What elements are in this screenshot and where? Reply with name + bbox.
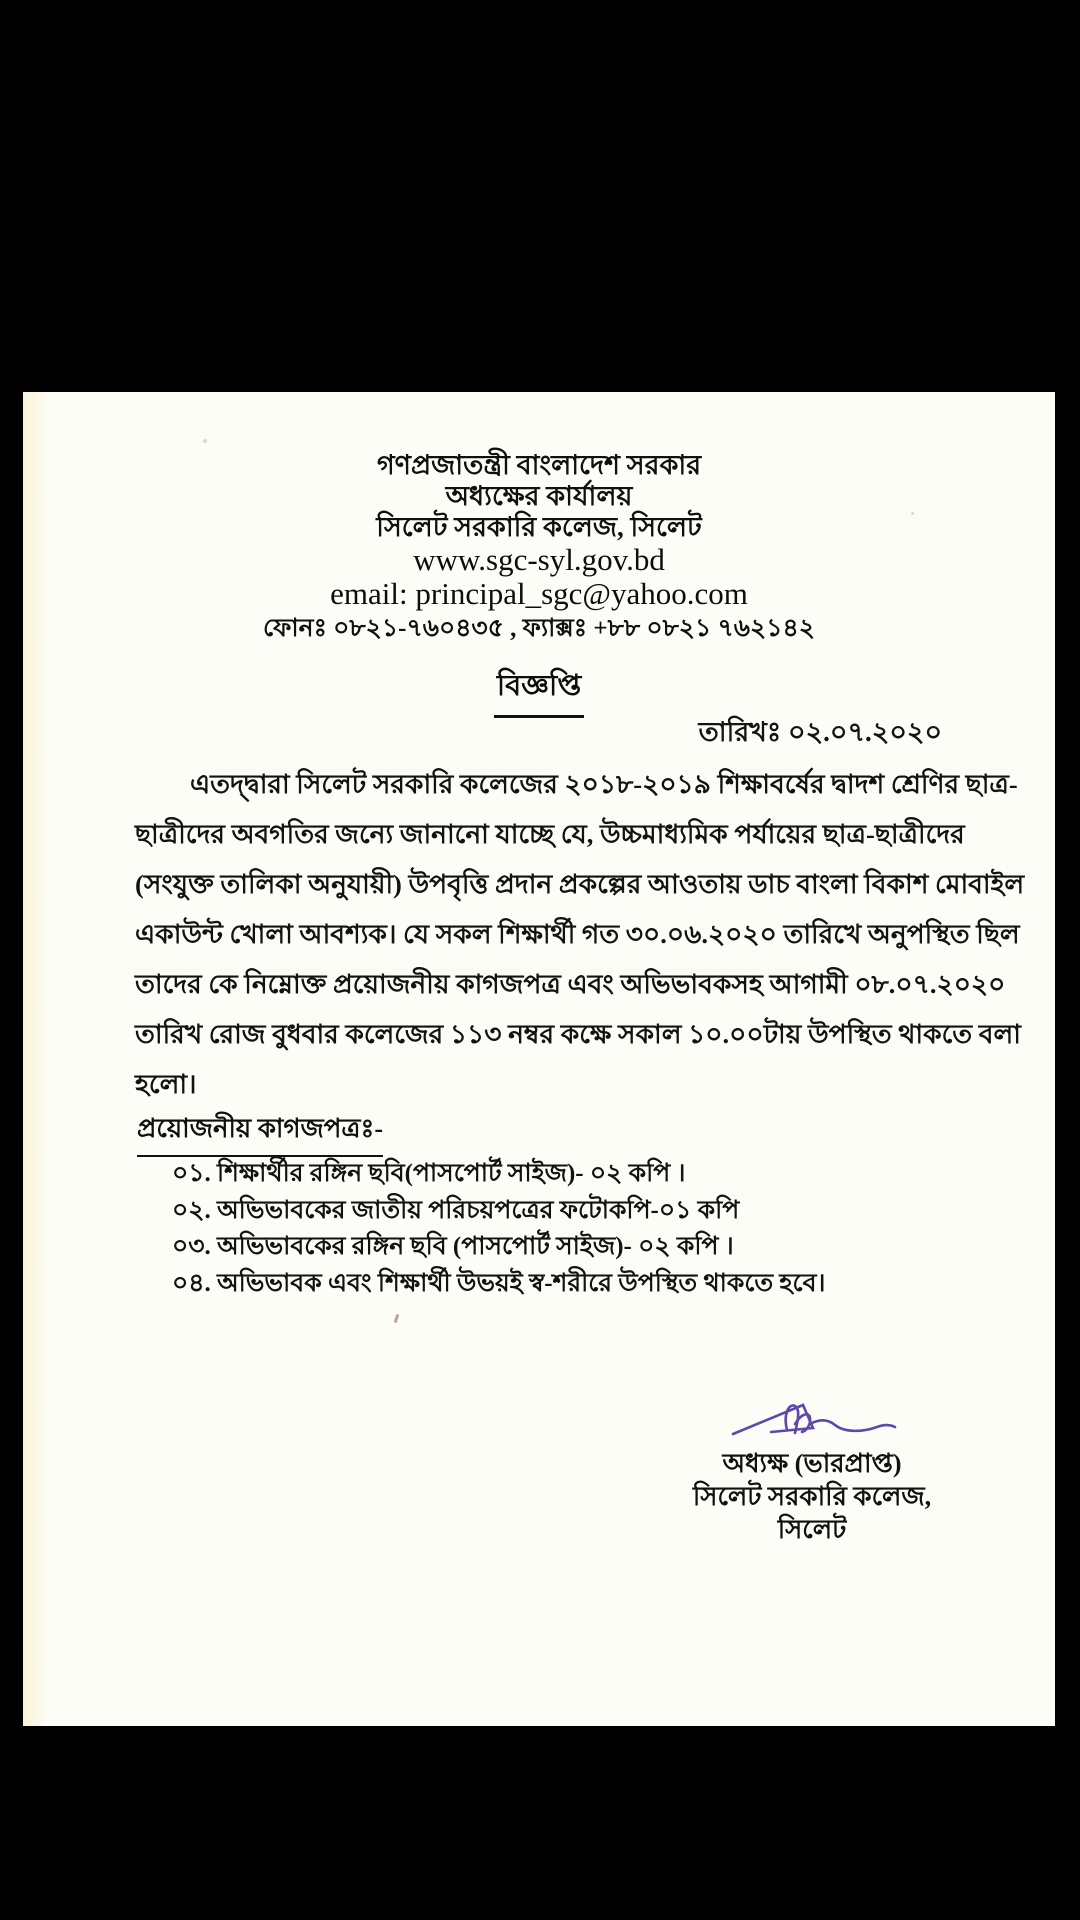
body-line: ছাত্রীদের অবগতির জন্যে জানানো যাচ্ছে যে, উচ্চমাধ্যমিক পর্যায়ের ছাত্র-ছাত্রীদের (135, 819, 965, 849)
letterhead-college: সিলেট সরকারি কলেজ, সিলেট (376, 512, 702, 542)
body-line: তারিখ রোজ বুধবার কলেজের ১১৩ নম্বর কক্ষে সকাল ১০.০০টায় উপস্থিত থাকতে বলা (135, 1019, 1021, 1049)
signatory-place: সিলেট (777, 1515, 847, 1544)
signatory-organization: সিলেট সরকারি কলেজ, (692, 1482, 932, 1511)
documents-heading: প্রয়োজনীয় কাগজপত্রঃ- (137, 1108, 383, 1157)
letterhead (23, 450, 1055, 645)
letterhead-government: গণপ্রজাতন্ত্রী বাংলাদেশ সরকার (376, 450, 702, 480)
notice-body (135, 762, 1025, 1112)
body-line: হলো। (135, 1069, 197, 1099)
signatory-designation: অধ্যক্ষ (ভারপ্রাপ্ত) (722, 1449, 902, 1478)
date-line: তারিখঃ ০২.০৭.২০২০ (698, 717, 942, 747)
signature-scrawl (725, 1398, 905, 1446)
body-line: একাউন্ট খোলা আবশ্যক। যে সকল শিক্ষার্থী গত ৩০.০৬.২০২০ তারিখে অনুপস্থিত ছিল (135, 919, 1020, 949)
letterhead-office: অধ্যক্ষের কার্যালয় (445, 481, 633, 511)
list-item: ০১. শিক্ষার্থীর রঙ্গিন ছবি(পাসপোর্ট সাইজ)- ০২ কপি । (172, 1160, 686, 1187)
letterhead-email: email: principal_sgc@yahoo.com (330, 576, 748, 611)
list-item: ০২. অভিভাবকের জাতীয় পরিচয়পত্রের ফটোকপি-০১ কপি (172, 1196, 740, 1224)
letterhead-phone-fax: ফোনঃ ০৮২১-৭৬০৪৩৫ , ফ্যাক্সঃ +৮৮ ০৮২১ ৭৬২১৪২ (263, 615, 815, 642)
list-item: ০৪. অভিভাবক এবং শিক্ষার্থী উভয়ই স্ব-শরীরে উপস্থিত থাকতে হবে। (172, 1269, 826, 1297)
body-line: তাদের কে নিম্নোক্ত প্রয়োজনীয় কাগজপত্র এবং অভিভাবকসহ আগামী ০৮.০৭.২০২০ (135, 969, 1006, 999)
notice-title-row (23, 663, 1055, 718)
documents-heading-row (137, 1108, 383, 1157)
body-line: এতদ্দ্বারা সিলেট সরকারি কলেজের ২০১৮-২০১৯ শিক্ষাবর্ষের দ্বাদশ শ্রেণির ছাত্র- (190, 769, 1018, 799)
signature-block (662, 1447, 962, 1546)
letterhead-website: www.sgc-syl.gov.bd (413, 542, 665, 577)
body-line: (সংযুক্ত তালিকা অনুযায়ী) উপবৃত্তি প্রদান প্রকল্পের আওতায় ডাচ বাংলা বিকাশ মোবাইল (135, 869, 1025, 899)
paper-speck (203, 439, 207, 443)
documents-list (172, 1156, 962, 1302)
list-item: ০৩. অভিভাবকের রঙ্গিন ছবি (পাসপোর্ট সাইজ)- ০২ কপি । (172, 1233, 734, 1260)
pen-mark (394, 1314, 400, 1323)
document-page (23, 392, 1055, 1726)
notice-title: বিজ্ঞপ্তি (494, 663, 584, 718)
